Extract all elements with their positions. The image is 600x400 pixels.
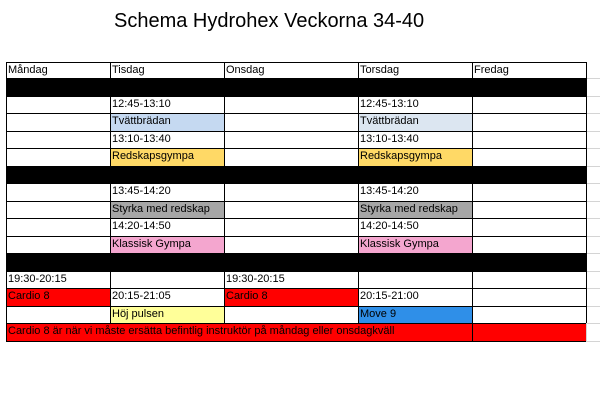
schedule-cell[interactable]: 20:15-21:00: [360, 290, 419, 302]
table-border-vertical: [586, 62, 587, 323]
schedule-cell[interactable]: 12:45-13:10: [112, 97, 171, 110]
day-header[interactable]: Tisdag: [112, 64, 145, 76]
table-border-vertical: [6, 62, 7, 323]
schedule-cell[interactable]: Tvättbrädan: [358, 113, 472, 131]
table-border-horizontal: [6, 306, 586, 307]
table-border-horizontal: [6, 62, 586, 63]
table-border-horizontal: [6, 253, 586, 254]
table-border-horizontal: [6, 236, 586, 237]
table-border-horizontal: [6, 323, 586, 324]
schedule-cell[interactable]: Tvättbrädan: [110, 113, 224, 131]
schedule-cell[interactable]: 13:10-13:40: [112, 132, 171, 145]
schedule-cell[interactable]: Move 9: [358, 306, 472, 324]
day-header[interactable]: Torsdag: [360, 64, 400, 76]
black-separator-row: [6, 78, 586, 96]
day-header[interactable]: Onsdag: [226, 64, 265, 76]
schedule-cell[interactable]: 13:45-14:20: [360, 185, 419, 197]
schedule-cell[interactable]: Höj pulsen: [110, 306, 224, 324]
table-border-horizontal: [6, 271, 586, 272]
schedule-cell[interactable]: Styrka med redskap: [110, 201, 224, 219]
schedule-cell[interactable]: Styrka med redskap: [358, 201, 472, 219]
schedule-cell[interactable]: Redskapsgympa: [358, 148, 472, 166]
schedule-cell[interactable]: 12:45-13:10: [360, 97, 419, 110]
schedule-cell[interactable]: 13:45-14:20: [112, 185, 171, 197]
schedule-cell[interactable]: Redskapsgympa: [110, 148, 224, 166]
sheet-title: Schema Hydrohex Veckorna 34-40: [114, 10, 425, 32]
schedule-cell[interactable]: 14:20-14:50: [360, 220, 419, 232]
table-border-horizontal: [6, 78, 586, 79]
schedule-cell[interactable]: 20:15-21:05: [112, 290, 171, 302]
table-border-horizontal: [6, 131, 586, 132]
table-border-horizontal: [6, 288, 586, 289]
schedule-cell[interactable]: Cardio 8: [224, 288, 358, 306]
table-border-vertical: [358, 62, 359, 323]
black-separator-row: [6, 166, 586, 184]
schedule-cell[interactable]: Klassisk Gympa: [110, 236, 224, 254]
schedule-cell[interactable]: 19:30-20:15: [226, 272, 285, 285]
schedule-cell[interactable]: 13:10-13:40: [360, 132, 419, 145]
schedule-sheet[interactable]: [6, 62, 600, 400]
note-cell[interactable]: Cardio 8 är när vi måste ersätta befintlig instruktör på måndag eller onsdagkväll: [6, 323, 586, 341]
schedule-cell[interactable]: 14:20-14:50: [112, 220, 171, 232]
day-header[interactable]: Fredag: [474, 64, 509, 76]
table-border-horizontal: [6, 148, 586, 149]
table-border-vertical: [472, 62, 473, 323]
table-border-vertical: [110, 62, 111, 323]
schedule-cell[interactable]: Cardio 8: [6, 288, 110, 306]
table-border-horizontal: [6, 201, 586, 202]
table-border-vertical: [472, 323, 473, 341]
table-border-vertical: [6, 323, 7, 341]
table-border-horizontal: [6, 96, 586, 97]
schedule-cell[interactable]: Klassisk Gympa: [358, 236, 472, 254]
table-border-horizontal: [6, 183, 586, 184]
black-separator-row: [6, 253, 586, 271]
table-border-horizontal: [6, 341, 586, 342]
schedule-cell[interactable]: 19:30-20:15: [8, 272, 67, 285]
table-border-horizontal: [6, 166, 586, 167]
table-border-horizontal: [6, 113, 586, 114]
day-header[interactable]: Måndag: [8, 64, 48, 76]
table-border-vertical: [224, 62, 225, 323]
table-border-horizontal: [6, 218, 586, 219]
